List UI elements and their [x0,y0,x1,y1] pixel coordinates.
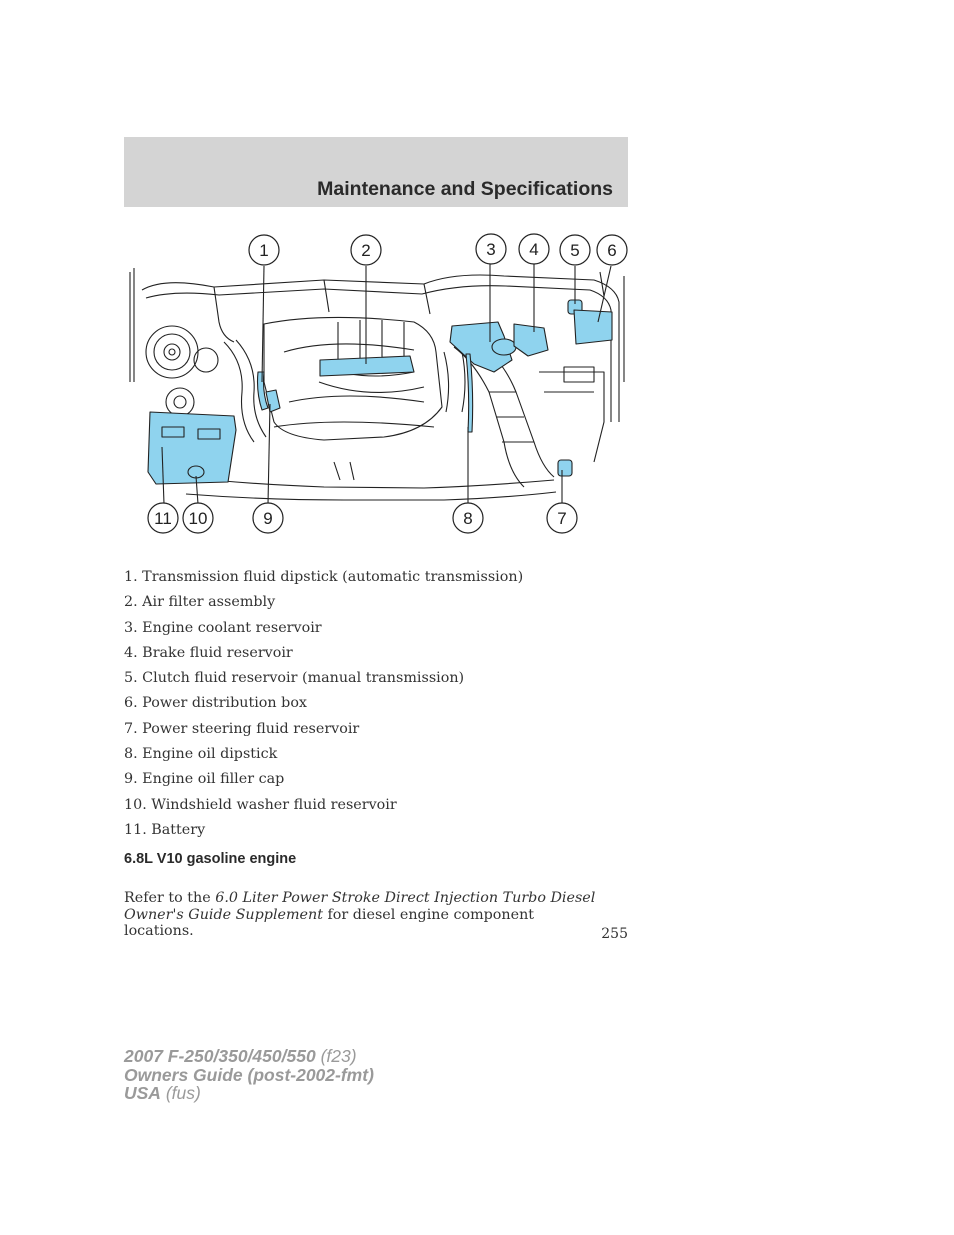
callout-3 [476,234,506,264]
legend-item: 7. Power steering fluid reservoir [124,720,360,737]
svg-text:6: 6 [607,241,617,260]
svg-text:3: 3 [486,240,496,259]
legend-item: 3. Engine coolant reservoir [124,619,322,636]
callout-4 [519,234,549,264]
svg-text:2: 2 [361,241,371,260]
footer-model: 2007 F-250/350/450/550 [124,1046,316,1066]
footer-model-code: (f23) [315,1046,357,1066]
footer-market-code: (fus) [160,1083,201,1103]
svg-text:5: 5 [570,241,580,260]
svg-text:4: 4 [529,240,539,259]
callout-8 [453,503,483,533]
legend-item: 5. Clutch fluid reservoir (manual transmission) [124,670,465,687]
svg-text:10: 10 [188,509,208,528]
svg-text:8: 8 [463,509,473,528]
paragraph-prefix: Refer to the [124,890,216,907]
callout-11 [148,503,178,533]
callout-7 [547,503,577,533]
legend-item: 10. Windshield washer fluid reservoir [124,796,397,813]
legend-item: 6. Power distribution box [124,695,307,712]
callout-2 [351,235,381,265]
document-footer [124,1047,374,1103]
legend-item: 11. Battery [124,821,206,838]
legend-item: 2. Air filter assembly [124,594,276,611]
callout-9 [253,503,283,533]
footer-market: USA [124,1083,161,1103]
page-number: 255 [601,926,628,942]
legend-item: 8. Engine oil dipstick [124,746,278,763]
component-legend [124,566,634,844]
svg-text:7: 7 [557,509,567,528]
legend-item: 1. Transmission fluid dipstick (automatic transmission) [124,569,524,585]
section-title: Maintenance and Specifications [317,178,613,200]
legend-item: 9. Engine oil filler cap [124,771,285,788]
engine-compartment-diagram [124,232,634,542]
legend-item: 4. Brake fluid reservoir [124,644,293,661]
svg-text:9: 9 [263,509,273,528]
diesel-reference-paragraph [124,890,604,940]
callout-1 [249,235,279,265]
callout-5 [560,235,590,265]
footer-guide: Owners Guide (post-2002-fmt) [124,1064,374,1085]
callout-10 [183,503,213,533]
paragraph-suffix: for diesel engine component locations. [124,906,535,940]
section-header-band [124,137,628,207]
svg-text:1: 1 [259,241,269,260]
engine-heading: 6.8L V10 gasoline engine [124,851,297,867]
svg-text:11: 11 [154,509,172,528]
supplement-title: 6.0 Liter Power Stroke Direct Injection Turbo Diesel Owner's Guide Supplement [124,890,596,923]
callout-6 [597,235,627,265]
